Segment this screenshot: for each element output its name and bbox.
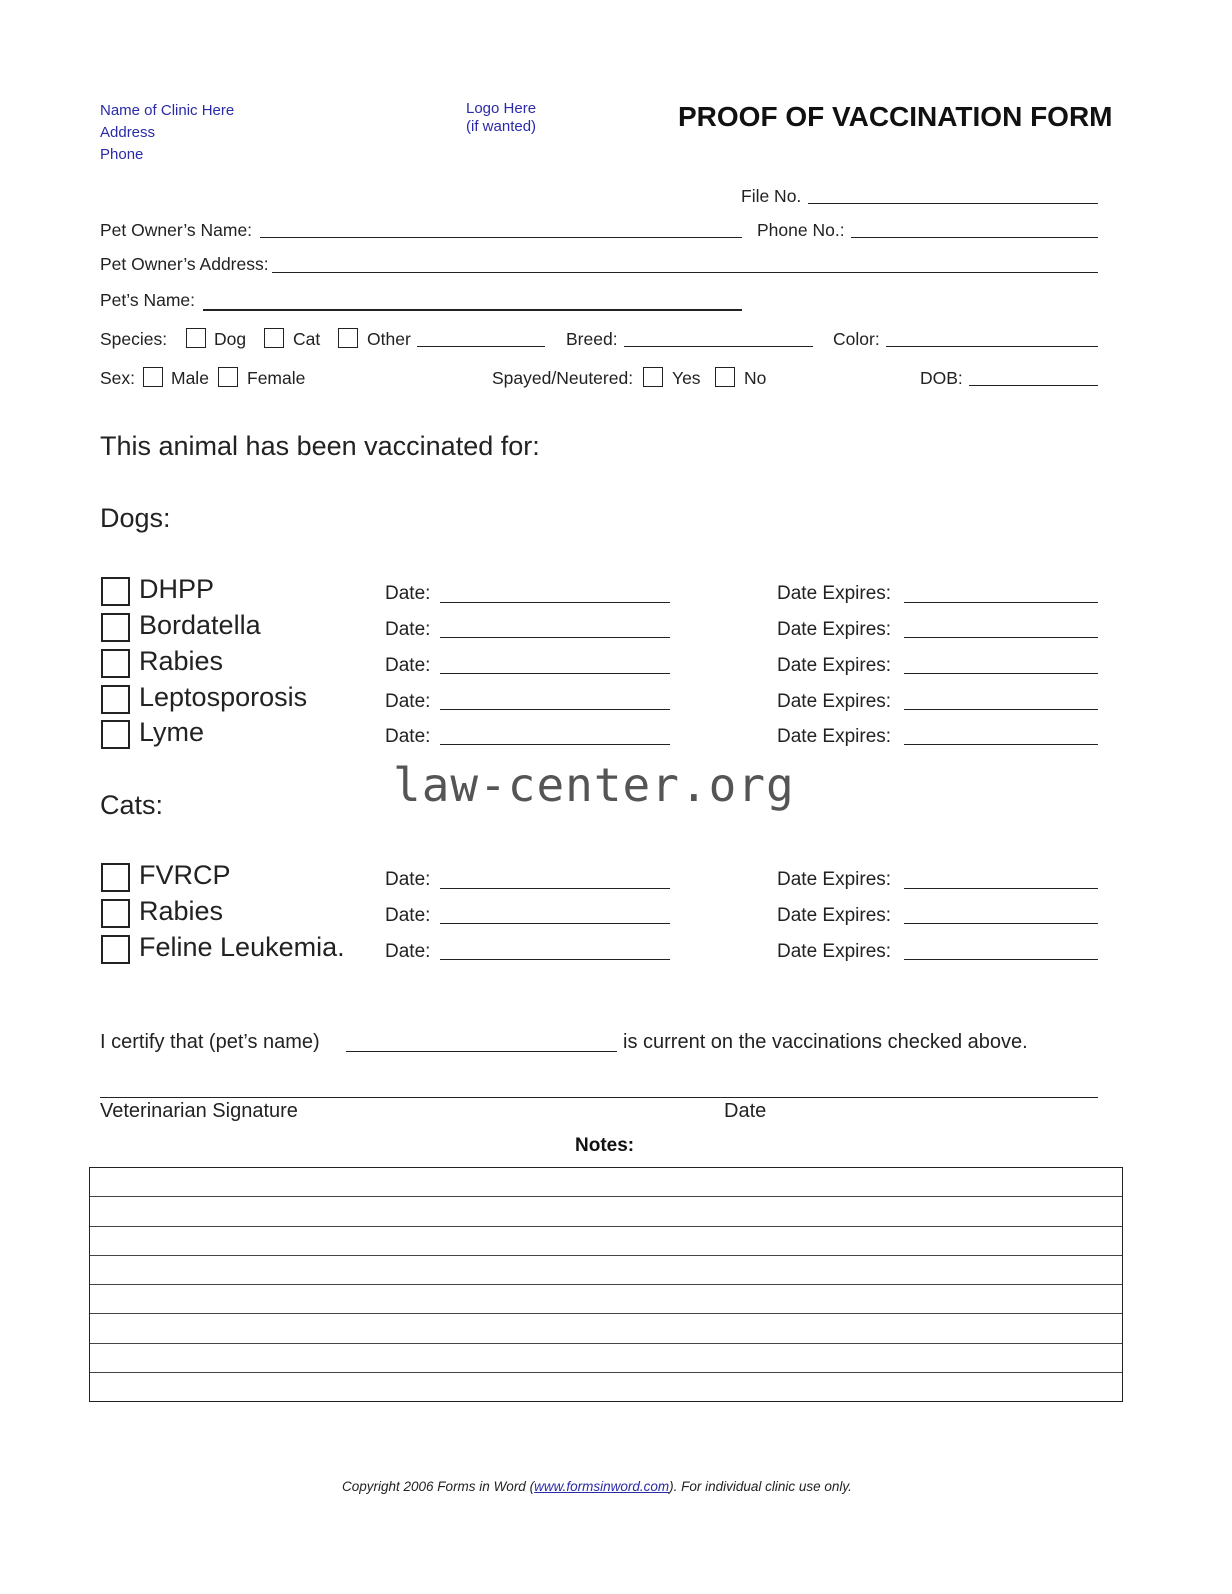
vaccine-name: DHPP: [139, 574, 215, 604]
footer-prefix: Copyright 2006 Forms in Word (: [342, 1479, 535, 1494]
vaccine-checkbox[interactable]: [101, 935, 130, 964]
date-expires-field[interactable]: [904, 959, 1098, 960]
date-expires-label: Date Expires:: [777, 726, 892, 747]
date-expires-label: Date Expires:: [777, 655, 892, 676]
sex-male-checkbox[interactable]: [143, 367, 163, 387]
page-title: PROOF OF VACCINATION FORM: [678, 101, 1113, 132]
vaccine-name: Leptosporosis: [139, 682, 308, 712]
date-field[interactable]: [440, 637, 670, 638]
date-label: Date:: [385, 655, 431, 676]
notes-line[interactable]: [90, 1227, 1122, 1256]
vaccine-name: Rabies: [139, 896, 224, 926]
certify-pet-name-field[interactable]: [346, 1051, 617, 1052]
signature-line[interactable]: [100, 1097, 1098, 1098]
notes-line[interactable]: [90, 1285, 1122, 1314]
logo-placeholder: [466, 100, 536, 136]
logo-line-2: (if wanted): [466, 118, 537, 135]
dob-field[interactable]: [969, 385, 1098, 386]
owner-name-label: Pet Owner’s Name:: [100, 220, 253, 240]
date-label: Date:: [385, 869, 431, 890]
date-field[interactable]: [440, 959, 670, 960]
date-label: Date:: [385, 691, 431, 712]
date-field[interactable]: [440, 744, 670, 745]
vaccine-checkbox[interactable]: [101, 577, 130, 606]
notes-line[interactable]: [90, 1168, 1122, 1197]
certify-text-after: is current on the vaccinations checked above.: [623, 1031, 1028, 1053]
date-expires-field[interactable]: [904, 888, 1098, 889]
vaccine-name: Bordatella: [139, 610, 261, 640]
vaccine-name: FVRCP: [139, 860, 231, 890]
date-expires-label: Date Expires:: [777, 941, 892, 962]
clinic-name: Name of Clinic Here: [100, 102, 235, 119]
sex-female-checkbox[interactable]: [218, 367, 238, 387]
certify-text-before: I certify that (pet’s name): [100, 1031, 320, 1053]
date-expires-field[interactable]: [904, 673, 1098, 674]
notes-line[interactable]: [90, 1373, 1122, 1402]
vaccine-checkbox[interactable]: [101, 649, 130, 678]
species-cat-checkbox[interactable]: [264, 328, 284, 348]
date-expires-label: Date Expires:: [777, 619, 892, 640]
logo-line-1: Logo Here: [466, 100, 537, 117]
footer-suffix: ). For individual clinic use only.: [669, 1479, 852, 1494]
phone-no-label: Phone No.:: [757, 220, 845, 240]
date-expires-field[interactable]: [904, 709, 1098, 710]
file-no-field[interactable]: [808, 203, 1098, 204]
spayed-no-label: No: [744, 368, 767, 388]
notes-box[interactable]: [89, 1167, 1123, 1402]
vaccine-checkbox[interactable]: [101, 720, 130, 749]
notes-line[interactable]: [90, 1344, 1122, 1373]
sex-label: Sex:: [100, 368, 136, 388]
cats-heading: Cats:: [100, 790, 164, 820]
vaccine-checkbox[interactable]: [101, 613, 130, 642]
spayed-label: Spayed/Neutered:: [492, 368, 634, 388]
color-field[interactable]: [886, 346, 1098, 347]
dogs-heading: Dogs:: [100, 503, 171, 533]
signature-date-label: Date: [724, 1100, 767, 1122]
pet-name-field[interactable]: [203, 309, 742, 311]
date-label: Date:: [385, 941, 431, 962]
date-expires-field[interactable]: [904, 637, 1098, 638]
date-expires-label: Date Expires:: [777, 583, 892, 604]
date-field[interactable]: [440, 923, 670, 924]
date-label: Date:: [385, 726, 431, 747]
sex-female-label: Female: [247, 368, 306, 388]
watermark: law-center.org: [393, 758, 795, 812]
owner-name-field[interactable]: [260, 237, 742, 238]
vet-signature-label: Veterinarian Signature: [100, 1100, 298, 1122]
clinic-phone: Phone: [100, 146, 144, 163]
date-field[interactable]: [440, 673, 670, 674]
date-label: Date:: [385, 619, 431, 640]
notes-line[interactable]: [90, 1256, 1122, 1285]
date-expires-label: Date Expires:: [777, 691, 892, 712]
date-label: Date:: [385, 583, 431, 604]
sex-male-label: Male: [171, 368, 209, 388]
file-no-label: File No.: [741, 186, 802, 206]
vaccine-name: Rabies: [139, 646, 224, 676]
date-field[interactable]: [440, 888, 670, 889]
vaccine-checkbox[interactable]: [101, 685, 130, 714]
owner-address-field[interactable]: [272, 272, 1098, 273]
species-label: Species:: [100, 329, 168, 349]
date-expires-label: Date Expires:: [777, 869, 892, 890]
clinic-info: [100, 100, 234, 166]
vaccine-name: Lyme: [139, 717, 205, 747]
species-dog-checkbox[interactable]: [186, 328, 206, 348]
species-dog-label: Dog: [214, 329, 247, 349]
clinic-address: Address: [100, 124, 156, 141]
breed-field[interactable]: [624, 346, 813, 347]
spayed-yes-checkbox[interactable]: [643, 367, 663, 387]
footer-link[interactable]: www.formsinword.com: [534, 1479, 670, 1494]
phone-no-field[interactable]: [851, 237, 1098, 238]
date-expires-field[interactable]: [904, 602, 1098, 603]
notes-line[interactable]: [90, 1197, 1122, 1226]
species-other-label: Other: [367, 329, 411, 349]
date-field[interactable]: [440, 709, 670, 710]
species-other-field[interactable]: [417, 346, 545, 347]
spayed-yes-label: Yes: [672, 368, 701, 388]
dob-label: DOB:: [920, 368, 963, 388]
notes-line[interactable]: [90, 1314, 1122, 1343]
vaccine-name: Feline Leukemia.: [139, 932, 345, 962]
owner-address-label: Pet Owner’s Address:: [100, 254, 269, 274]
vaccine-checkbox[interactable]: [101, 863, 130, 892]
spayed-no-checkbox[interactable]: [715, 367, 735, 387]
vaccinated-heading: This animal has been vaccinated for:: [100, 431, 540, 461]
species-other-checkbox[interactable]: [338, 328, 358, 348]
notes-title: Notes:: [575, 1135, 635, 1156]
footer-copyright: [342, 1479, 852, 1494]
date-field[interactable]: [440, 602, 670, 603]
date-label: Date:: [385, 905, 431, 926]
date-expires-field[interactable]: [904, 923, 1098, 924]
breed-label: Breed:: [566, 329, 618, 349]
date-expires-field[interactable]: [904, 744, 1098, 745]
pet-name-label: Pet’s Name:: [100, 290, 195, 310]
vaccine-checkbox[interactable]: [101, 899, 130, 928]
species-cat-label: Cat: [293, 329, 321, 349]
date-expires-label: Date Expires:: [777, 905, 892, 926]
color-label: Color:: [833, 329, 880, 349]
